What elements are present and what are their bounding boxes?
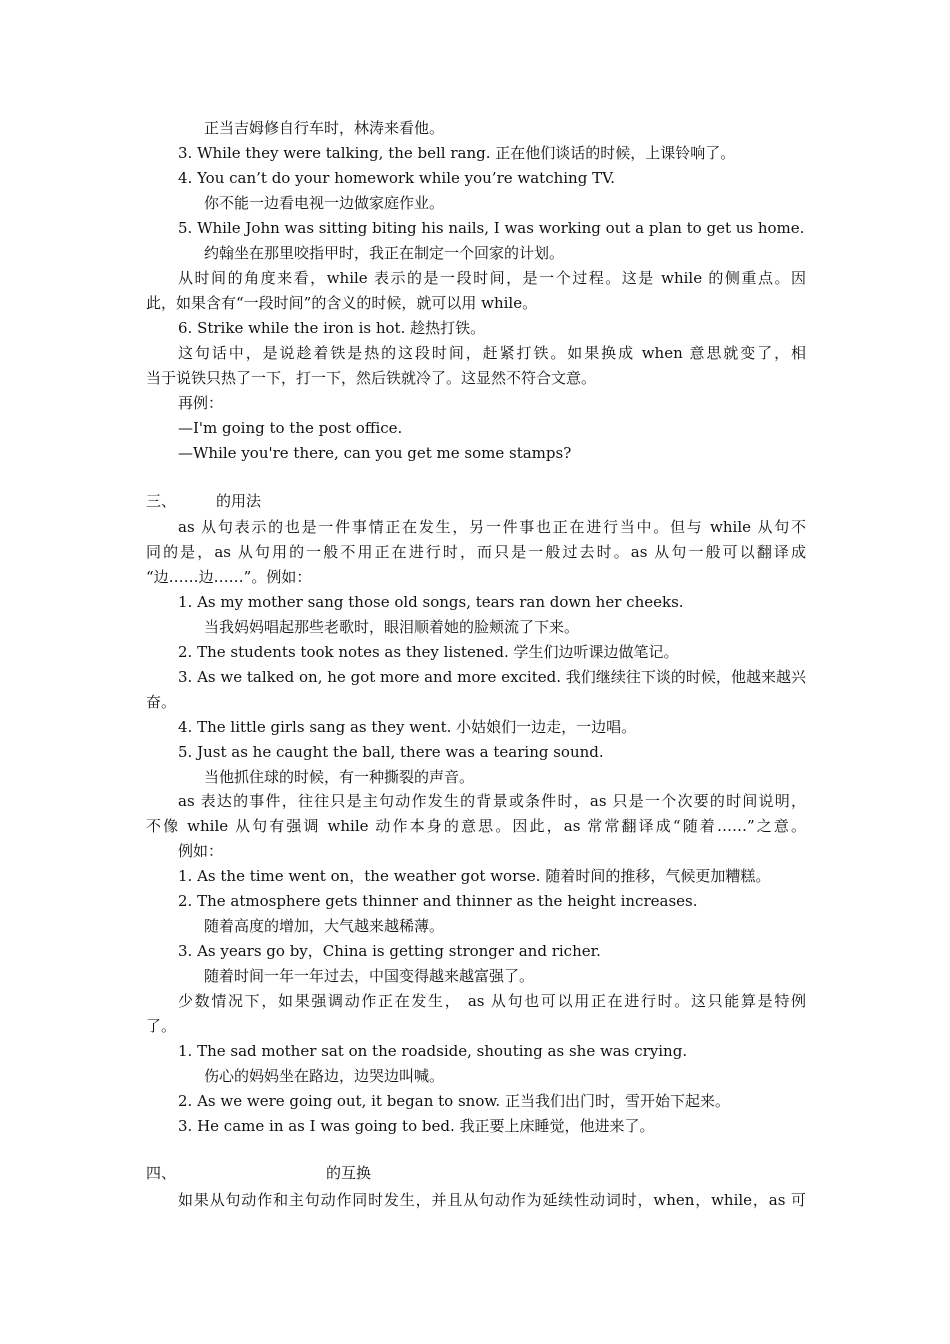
text-line: 3. As years go by，China is getting stronger and richer.: [178, 942, 601, 960]
text-line: 1. The sad mother sat on the roadside, shouting as she was crying.: [178, 1042, 688, 1060]
text-line: 2. As we were going out, it began to snow. 正当我们出门时，雪开始下起来。: [178, 1092, 730, 1110]
text-line: 随着时间一年一年过去，中国变得越来越富强了。: [204, 967, 535, 985]
heading-text: 的互换: [326, 1164, 372, 1182]
text-line: 3. He came in as I was going to bed. 我正要上床睡觉，他进来了。: [178, 1117, 655, 1135]
text-line: 这句话中，是说趁着铁是热的这段时间，赶紧打铁。如果换成 when 意思就变了，相: [178, 344, 806, 362]
text-line: 当我妈妈唱起那些老歌时，眼泪顺着她的脸颊流了下来。: [204, 618, 580, 636]
text-line: 你不能一边看电视一边做家庭作业。: [204, 194, 445, 212]
text-line: 5. Just as he caught the ball, there was a tearing sound.: [178, 743, 604, 761]
text-line: 奋。: [146, 693, 177, 711]
text-line: —While you're there, can you get me some stamps?: [178, 444, 572, 462]
text-line: 1. As the time went on，the weather got worse. 随着时间的推移，气候更加糟糕。: [178, 867, 771, 885]
section-heading-3: [146, 491, 261, 511]
text-line: 当他抓住球的时候，有一种撕裂的声音。: [204, 768, 475, 786]
text-line: 当于说铁只热了一下，打一下，然后铁就冷了。这显然不符合文意。: [146, 369, 597, 387]
text-line: 3. As we talked on, he got more and more excited. 我们继续往下谈的时候，他越来越兴: [178, 668, 806, 686]
text-line: 例如：: [178, 842, 224, 860]
text-line: 如果从句动作和主句动作同时发生，并且从句动作为延续性动词时，when，while，as 可: [178, 1191, 806, 1209]
text-line: 伤心的妈妈坐在路边，边哭边叫喊。: [204, 1067, 445, 1085]
text-line: 1. As my mother sang those old songs, tears ran down her cheeks.: [178, 593, 684, 611]
heading-text: 的用法: [216, 492, 262, 510]
text-line: 不像 while 从句有强调 while 动作本身的意思。因此，as 常常翻译成“随着……”之意。: [146, 817, 806, 835]
text-line: 随着高度的增加，大气越来越稀薄。: [204, 917, 445, 935]
text-line: 约翰坐在那里咬指甲时，我正在制定一个回家的计划。: [204, 244, 565, 262]
text-line: 5. While John was sitting biting his nails, I was working out a plan to get us home.: [178, 219, 805, 237]
text-line: 4. The little girls sang as they went. 小姑娘们一边走，一边唱。: [178, 718, 637, 736]
text-line: 再例：: [178, 394, 224, 412]
text-line: 同的是，as 从句用的一般不用正在进行时，而只是一般过去时。as 从句一般可以翻译成: [146, 543, 806, 561]
text-line: 6. Strike while the iron is hot. 趁热打铁。: [178, 319, 486, 337]
text-line: 2. The atmosphere gets thinner and thinner as the height increases.: [178, 892, 698, 910]
heading-number: 四、: [146, 1164, 177, 1182]
text-line: —I'm going to the post office.: [178, 419, 403, 437]
text-line: 少数情况下，如果强调动作正在发生， as 从句也可以用正在进行时。这只能算是特例: [178, 992, 806, 1010]
text-line: 正当吉姆修自行车时，林涛来看他。: [204, 119, 445, 137]
text-line: as 从句表示的也是一件事情正在发生，另一件事也正在进行当中。但与 while 从句不: [178, 518, 806, 536]
text-line: 4. You can’t do your homework while you’re watching TV.: [178, 169, 616, 187]
text-line: as 表达的事件，往往只是主句动作发生的背景或条件时，as 只是一个次要的时间说明，: [178, 792, 806, 810]
section-heading-4: [146, 1163, 371, 1183]
text-line: 3. While they were talking, the bell rang. 正在他们谈话的时候，上课铃响了。: [178, 144, 736, 162]
text-line: 2. The students took notes as they listened. 学生们边听课边做笔记。: [178, 643, 679, 661]
heading-number: 三、: [146, 492, 177, 510]
text-line: 从时间的角度来看，while 表示的是一段时间，是一个过程。这是 while 的侧重点。因: [178, 269, 806, 287]
text-line: 了。: [146, 1017, 177, 1035]
text-line: 此，如果含有“一段时间”的含义的时候，就可以用 while。: [146, 294, 538, 312]
text-line: “边……边……”。例如：: [146, 568, 312, 586]
